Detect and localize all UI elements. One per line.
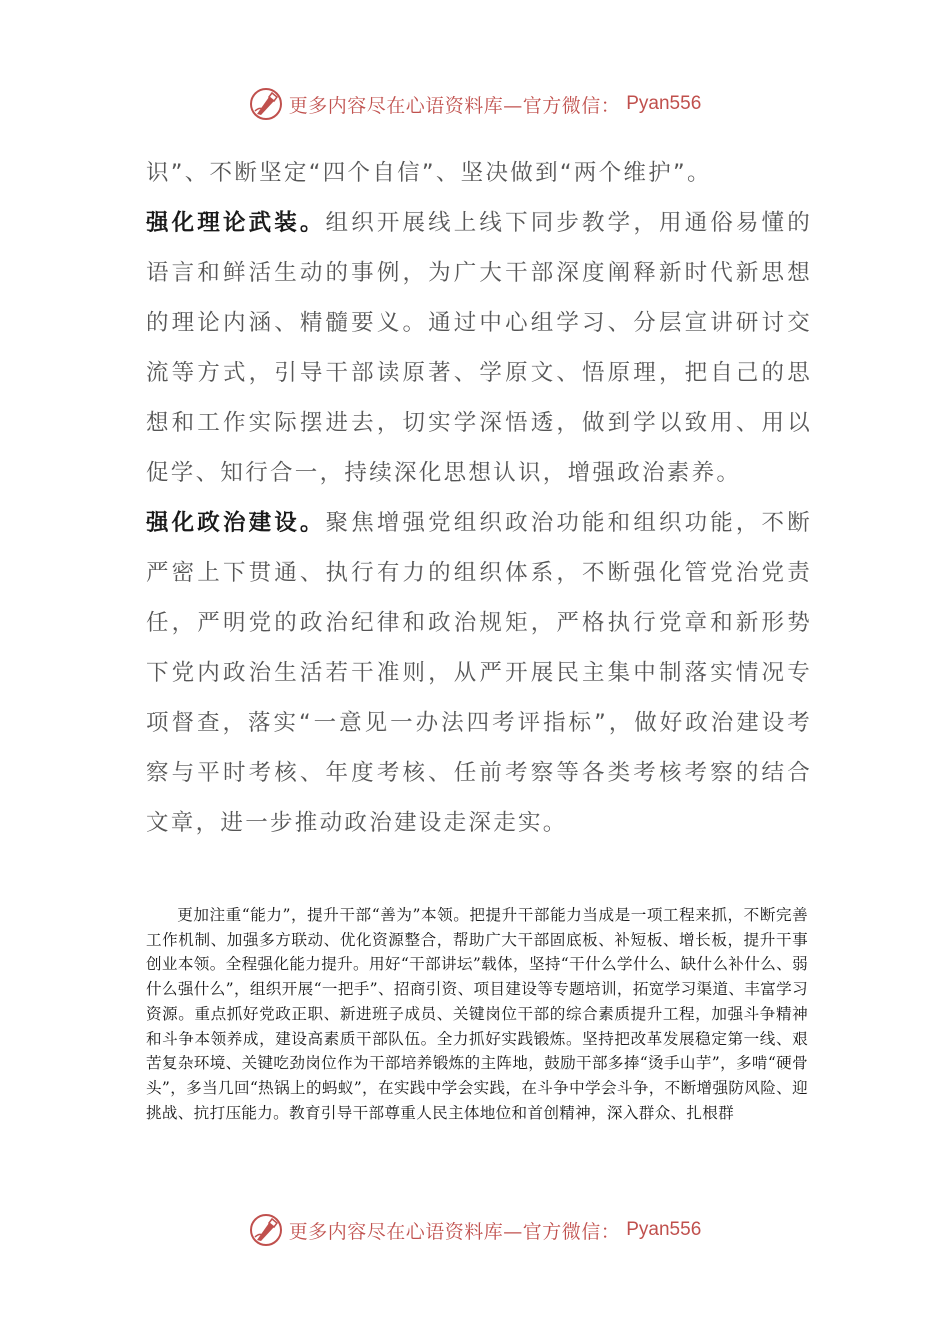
footer-banner-inner: [249, 1213, 702, 1247]
header-banner-text: 更多内容尽在心语资料库—官方微信：: [288, 94, 621, 117]
sub-body-text: [146, 903, 808, 1125]
main-paragraph-3-body: 聚焦增强党组织政治功能和组织功能，不断严密上下贯通、执行有力的组织体系，不断强化管党治党责任，严明党的政治纪律和政治规矩，严格执行党章和新形势下党内政治生活若干准则，从严开展民主集中制落实情况专项督查，落实“一意见一办法四考评指标”，做好政治建设考察与平时考核、年度考核、任前考察等各类考核考察的结合文章，进一步推动政治建设走深走实。: [146, 510, 813, 836]
footer-banner: [0, 1208, 950, 1252]
pen-nib-logo-icon: [249, 1213, 283, 1247]
main-heading-political: 强化政治建设。: [146, 510, 326, 536]
pen-nib-logo-icon: [249, 87, 283, 121]
main-paragraph-2-body: 组织开展线上线下同步教学，用通俗易懂的语言和鲜活生动的事例，为广大干部深度阐释新时代新思想的理论内涵、精髓要义。通过中心组学习、分层宣讲研讨交流等方式，引导干部读原著、学原文、悟原理，把自己的思想和工作实际摆进去，切实学深悟透，做到学以致用、用以促学、知行合一，持续深化思想认识，增强政治素养。: [146, 210, 813, 486]
main-heading-theory: 强化理论武装。: [146, 210, 326, 236]
footer-banner-wechat-id: Pyan556: [626, 1219, 702, 1240]
header-banner: [0, 82, 950, 126]
footer-banner-text: 更多内容尽在心语资料库—官方微信：: [288, 1220, 621, 1243]
header-banner-wechat-id: Pyan556: [626, 93, 702, 114]
main-paragraph-2: [146, 198, 812, 498]
sub-paragraph-1: 更加注重“能力”，提升干部“善为”本领。把提升干部能力当成是一项工程来抓，不断完善工作机制、加强多方联动、优化资源整合，帮助广大干部固底板、补短板、增长板，提升干事创业本领。全程强化能力提升。用好“干部讲坛”载体，坚持“干什么学什么、缺什么补什么、弱什么强什么”，组织开展“一把手”、招商引资、项目建设等专题培训，拓宽学习渠道、丰富学习资源。重点抓好党政正职、新进班子成员、关键岗位干部的综合素质提升工程，加强斗争精神和斗争本领养成，建设高素质干部队伍。全力抓好实践锻炼。坚持把改革发展稳定第一线、艰苦复杂环境、关键吃劲岗位作为干部培养锻炼的主阵地，鼓励干部多捧“烫手山芋”，多啃“硬骨头”，多当几回“热锅上的蚂蚁”，在实践中学会实践，在斗争中学会斗争，不断增强防风险、迎挑战、抗打压能力。教育引导干部尊重人民主体地位和首创精神，深入群众、扎根群: [146, 906, 808, 1122]
header-banner-inner: [249, 87, 702, 121]
main-body-text: [146, 148, 812, 848]
main-paragraph-1: 识”、不断坚定“四个自信”、坚决做到“两个维护”。: [146, 160, 712, 186]
main-paragraph-3: [146, 498, 812, 848]
